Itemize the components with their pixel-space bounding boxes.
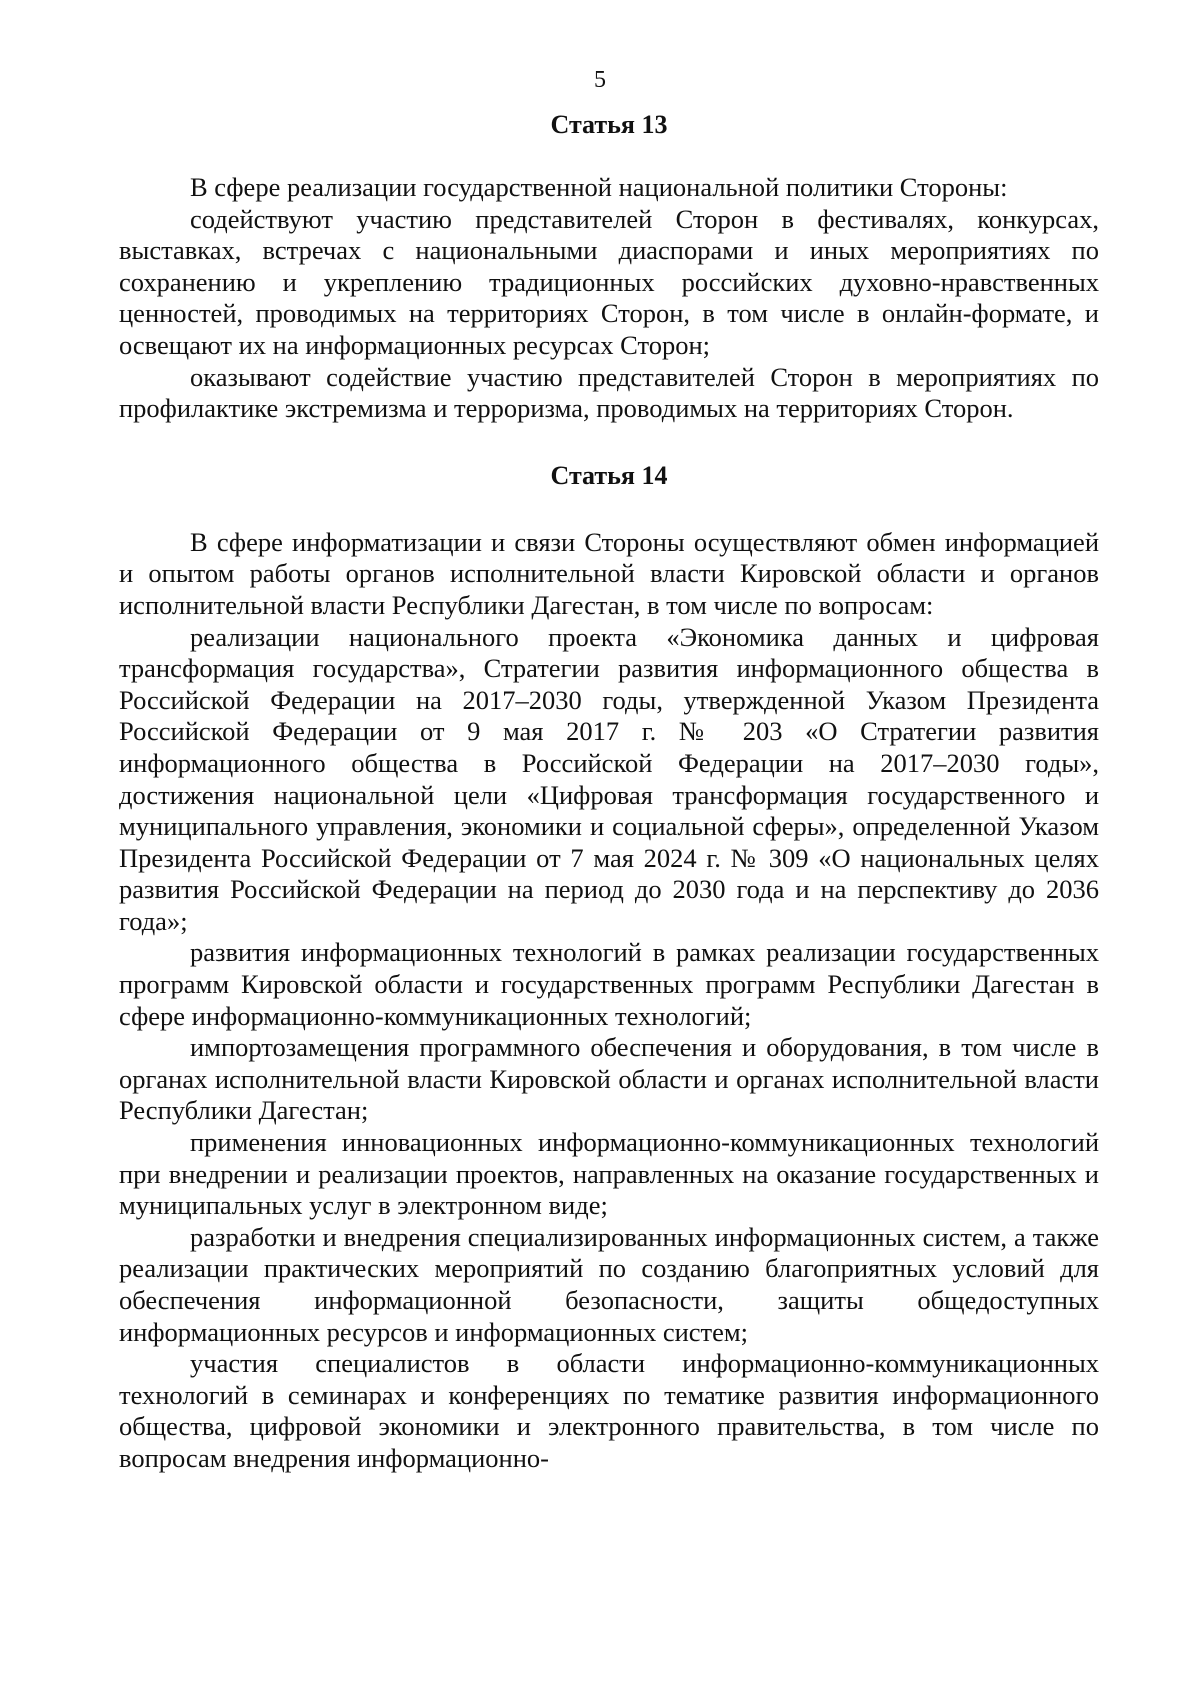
article-13-paragraph: В сфере реализации государственной национальной политики Стороны: xyxy=(190,172,1008,202)
article-14-paragraph: разработки и внедрения специализированных информационных систем, а также реализации практических мероприятий по созданию благоприятных условий для обеспечения информационной безопасности, защиты общедоступных информационных ресурсов и информационных систем; xyxy=(119,1221,1099,1347)
article-13-heading: Статья 13 xyxy=(550,110,668,139)
article-14-heading: Статья 14 xyxy=(550,460,668,490)
article-14-paragraph: В сфере информатизации и связи Стороны осуществляют обмен информацией и опытом работы органов исполнительной власти Кировской области и органов исполнительной власти Республики Дагестан, в том числе по вопросам: xyxy=(119,526,1099,620)
article-14-paragraph: развития информационных технологий в рамках реализации государственных программ Кировской области и государственных программ Республики Дагестан в сфере информационно-коммуникационных технологий; xyxy=(119,937,1099,1031)
article-13-paragraph: оказывают содействие участию представителей Сторон в мероприятиях по профилактике экстремизма и терроризма, проводимых на территориях Сторон. xyxy=(119,361,1099,424)
article-14-paragraph: применения инновационных информационно-коммуникационных технологий при внедрении и реализации проектов, направленных на оказание государственных и муниципальных услуг в электронном виде; xyxy=(119,1127,1099,1221)
article-14-paragraph: участия специалистов в области информационно-коммуникационных технологий в семинарах и конференциях по тематике развития информационного общества, цифровой экономики и электронного правительства, в том числе по вопросам внедрения информационно- xyxy=(119,1348,1099,1473)
document-body xyxy=(119,108,1099,1475)
article-14-paragraph: импортозамещения программного обеспечения и оборудования, в том числе в органах исполнительной власти Кировской области и органах исполнительной власти Республики Дагестан; xyxy=(119,1032,1099,1126)
page-number: 5 xyxy=(594,67,606,93)
article-14-paragraph: реализации национального проекта «Экономика данных и цифровая трансформация государства», Стратегии развития информационного общества в Российской Федерации на 2017–2030 годы, утвержденной Указом Президента Российской Федерации от 9 мая 2017 г. № 203 «О Стратегии развития информационного общества в Российской Федерации на 2017–2030 годы», достижения национальной цели «Цифровая трансформация государственного и муниципального управления, экономики и социальной сферы», определенной Указом Президента Российской Федерации от 7 мая 2024 г. № 309 «О национальных целях развития Российской Федерации на период до 2030 года и на перспективу до 2036 года»; xyxy=(119,621,1099,936)
article-13-paragraph: содействуют участию представителей Сторон в фестивалях, конкурсах, выставках, встречах с национальными диаспорами и иных мероприятиях по сохранению и укреплению традиционных российских духовно-нравственных ценностей, проводимых на территориях Сторон, в том числе в онлайн-формате, и освещают их на информационных ресурсах Сторон; xyxy=(119,203,1099,360)
